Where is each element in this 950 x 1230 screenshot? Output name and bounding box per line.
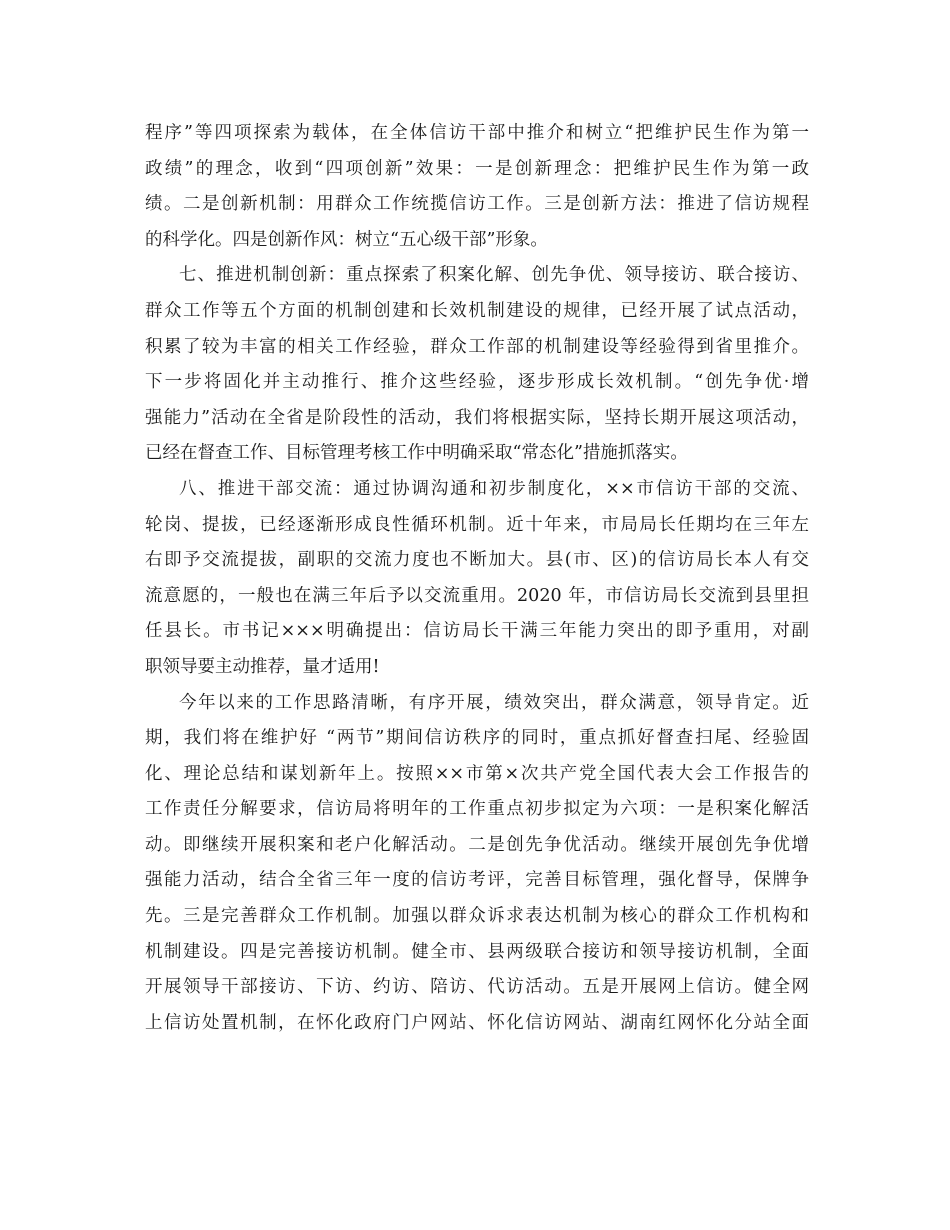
text-line: 流意愿的，一般也在满三年后予以交流重用。2020 年，市信访局长交流到县里担 bbox=[145, 585, 809, 606]
text-line: 七、推进机制创新：重点探索了积案化解、创先争优、领导接访、联合接访、 bbox=[179, 265, 809, 286]
text-line: 强能力活动，结合全省三年一度的信访考评，完善目标管理，强化督导，保牌争 bbox=[145, 870, 809, 891]
text-line: 职领导要主动推荐，量才适用! bbox=[145, 656, 380, 677]
text-line: 下一步将固化并主动推行、推介这些经验，逐步形成长效机制。“创先争优·增 bbox=[145, 372, 809, 393]
text-line: 轮岗、提拔，已经逐渐形成良性循环机制。近十年来，市局局长任期均在三年左 bbox=[145, 514, 809, 535]
text-line: 先。三是完善群众工作机制。加强以群众诉求表达机制为核心的群众工作机构和 bbox=[145, 906, 809, 927]
text-line: 任县长。市书记×××明确提出：信访局长干满三年能力突出的即予重用，对副 bbox=[145, 621, 809, 642]
text-line: 化、理论总结和谋划新年上。按照××市第×次共产党全国代表大会工作报告的 bbox=[145, 763, 809, 784]
text-line: 程序”等四项探索为载体，在全体信访干部中推介和树立“把维护民生作为第一 bbox=[145, 123, 809, 143]
text-line: 开展领导干部接访、下访、约访、陪访、代访活动。五是开展网上信访。健全网 bbox=[145, 977, 809, 998]
text-line: 绩。二是创新机制：用群众工作统揽信访工作。三是创新方法：推进了信访规程 bbox=[145, 194, 809, 215]
paragraph-cadre-exchange bbox=[145, 472, 809, 686]
text-line: 强能力”活动在全省是阶段性的活动，我们将根据实际，坚持长期开展这项活动， bbox=[145, 407, 809, 428]
text-line: 工作责任分解要求，信访局将明年的工作重点初步拟定为六项：一是积案化解活 bbox=[145, 799, 809, 820]
text-line: 政绩”的理念，收到“四项创新”效果：一是创新理念：把维护民生作为第一政 bbox=[145, 158, 809, 179]
text-line: 今年以来的工作思路清晰，有序开展，绩效突出，群众满意，领导肯定。近 bbox=[179, 692, 809, 713]
text-line: 积累了较为丰富的相关工作经验，群众工作部的机制建设等经验得到省里推介。 bbox=[145, 336, 809, 357]
text-line: 已经在督查工作、目标管理考核工作中明确采取“常态化”措施抓落实。 bbox=[145, 443, 688, 464]
text-line: 上信访处置机制，在怀化政府门户网站、怀化信访网站、湖南红网怀化分站全面 bbox=[145, 1012, 809, 1033]
text-line: 机制建设。四是完善接访机制。健全市、县两级联合接访和领导接访机制，全面 bbox=[145, 941, 809, 962]
document-body bbox=[145, 116, 809, 1041]
paragraph-work-plan bbox=[145, 686, 809, 1042]
text-line: 右即予交流提拔，副职的交流力度也不断加大。县(市、区)的信访局长本人有交 bbox=[145, 550, 809, 571]
paragraph-mechanism-innovation bbox=[145, 258, 809, 472]
text-line: 群众工作等五个方面的机制创建和长效机制建设的规律，已经开展了试点活动， bbox=[145, 300, 809, 321]
paragraph-innovation-results bbox=[145, 116, 809, 258]
text-line: 的科学化。四是创新作风：树立“五心级干部”形象。 bbox=[145, 229, 548, 250]
text-line: 八、推进干部交流：通过协调沟通和初步制度化，××市信访干部的交流、 bbox=[179, 478, 809, 499]
text-line: 期，我们将在维护好 “两节”期间信访秩序的同时，重点抓好督查扫尾、经验固 bbox=[145, 728, 809, 749]
text-line: 动。即继续开展积案和老户化解活动。二是创先争优活动。继续开展创先争优增 bbox=[145, 834, 809, 855]
